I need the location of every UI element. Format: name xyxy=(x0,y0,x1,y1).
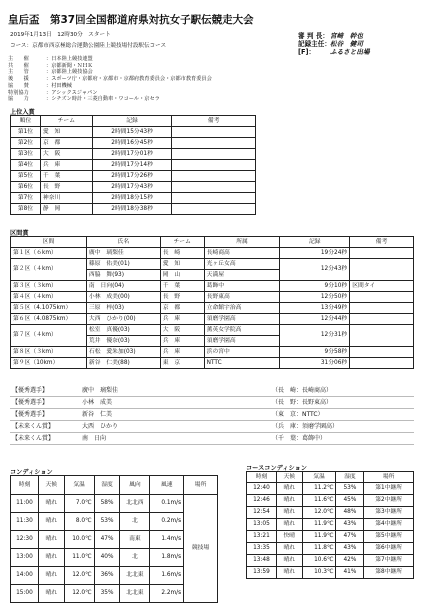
rank-cell: 第5位 xyxy=(11,171,41,182)
course-condition-cell: 11.8℃ xyxy=(302,543,336,555)
team-cell: 京 都 xyxy=(40,138,92,149)
award-name: 廣中 璃梨佳 xyxy=(80,385,270,397)
course-condition-cell: 11.9℃ xyxy=(302,531,336,543)
name-cell: 荒井 優奈(03) xyxy=(86,336,160,347)
course-condition-cell: 43% xyxy=(336,519,364,531)
course-condition-row xyxy=(247,483,414,495)
course-condition-cell: 12:46 xyxy=(247,495,277,507)
record-cell: 12分43秒 xyxy=(280,259,350,281)
course-condition-cell: 13:35 xyxy=(247,543,277,555)
award-row xyxy=(10,421,414,433)
condition-cell: 13:00 xyxy=(11,549,39,567)
condition-cell: 晴れ xyxy=(38,531,64,549)
affiliation-cell: 光ヶ丘女高 xyxy=(204,259,280,270)
award-detail: （長 野：長野東高） xyxy=(270,397,414,409)
course-condition-cell: 10.3℃ xyxy=(302,567,336,579)
note-cell xyxy=(350,314,414,325)
course-line: コース：京都市西京極総合運動公園陸上競技場付設駅伝コース xyxy=(10,43,167,49)
condition-cell: 12.0℃ xyxy=(64,585,94,603)
award-label: 【未来くん賞】 xyxy=(10,421,80,433)
course-condition-cell: 晴れ xyxy=(276,507,302,519)
course-condition-cell: 快晴 xyxy=(276,531,302,543)
name-cell: 松室 真優(03) xyxy=(86,325,160,336)
note-cell xyxy=(350,259,414,281)
condition-cell: 0.2m/s xyxy=(150,513,184,531)
course-condition-cell: 11.2℃ xyxy=(302,483,336,495)
course-condition-cell: 45% xyxy=(336,495,364,507)
course-condition-row xyxy=(247,531,414,543)
rank-cell: 第1位 xyxy=(11,127,41,138)
name-cell: 三原 梓(03) xyxy=(86,303,160,314)
section-row xyxy=(11,314,414,325)
section-row xyxy=(11,358,414,369)
note-cell xyxy=(350,347,414,358)
ranking-row xyxy=(11,127,256,138)
award-row xyxy=(10,409,414,421)
note-cell xyxy=(350,358,414,369)
note-cell xyxy=(172,138,256,149)
record-cell: 9分58秒 xyxy=(280,347,350,358)
course-condition-cell: 42% xyxy=(336,555,364,567)
section-row xyxy=(11,281,414,292)
condition-cell: 58% xyxy=(94,495,120,513)
section-cell: 第９区（10km） xyxy=(11,358,87,369)
team-cell: 兵 庫 xyxy=(40,160,92,171)
team-cell: 大 阪 xyxy=(160,325,204,336)
course-condition-cell: 12:54 xyxy=(247,507,277,519)
note-cell xyxy=(350,303,414,314)
course-condition-cell: 43% xyxy=(336,543,364,555)
record-cell: 2時間17分01秒 xyxy=(92,149,172,160)
official-row: 審 判 長：宮崎 幹也 xyxy=(298,32,363,40)
info-row: 共 催 ：京都新聞・ＮＨＫ xyxy=(8,62,93,69)
note-cell xyxy=(350,325,414,347)
record-cell: 2時間18分15秒 xyxy=(92,193,172,204)
condition-cell: 2.2m/s xyxy=(150,585,184,603)
course-condition-cell: 晴れ xyxy=(276,519,302,531)
ranking-row xyxy=(11,160,256,171)
condition-cell: 8.0℃ xyxy=(64,513,94,531)
course-condition-row xyxy=(247,555,414,567)
info-row: 主 催 ：日本陸上競技連盟 xyxy=(8,56,93,62)
award-name: 新谷 仁美 xyxy=(80,409,270,421)
condition-row xyxy=(11,495,218,513)
record-cell: 13分49秒 xyxy=(280,303,350,314)
team-cell: 静 岡 xyxy=(40,204,92,215)
note-cell xyxy=(350,248,414,259)
team-cell: 東 京 xyxy=(160,358,204,369)
condition-cell: 7.0℃ xyxy=(64,495,94,513)
ranking-row xyxy=(11,171,256,182)
award-name: 大西 ひかり xyxy=(80,421,270,433)
ranking-table xyxy=(10,115,256,215)
note-cell: 区間タイ xyxy=(350,281,414,292)
condition-header-row: 時刻 天候 気温 湿度 風向 風速 場所 xyxy=(11,476,218,495)
condition-cell: 北北東 xyxy=(120,567,150,585)
note-cell xyxy=(172,204,256,215)
section-cell: 第８区（３km） xyxy=(11,347,87,358)
affiliation-cell: 須磨学園高 xyxy=(204,336,280,347)
section-row xyxy=(11,347,414,358)
course-condition-cell: 第1中継所 xyxy=(364,483,414,495)
team-cell: 兵 庫 xyxy=(160,347,204,358)
section-row xyxy=(11,303,414,314)
team-cell: 長 崎 xyxy=(160,248,204,259)
course-condition-cell: 47% xyxy=(336,531,364,543)
record-cell: 2時間15分43秒 xyxy=(92,127,172,138)
section-cell: 第６区（4.0875km） xyxy=(11,314,87,325)
condition-cell: 晴れ xyxy=(38,585,64,603)
course-condition-row xyxy=(247,519,414,531)
sections-title: 区間賞 xyxy=(10,230,29,237)
course-condition-cell: 10.6℃ xyxy=(302,555,336,567)
team-cell: 岡 山 xyxy=(160,270,204,281)
official-row: [F]： ふるさと出場 xyxy=(298,48,370,56)
course-condition-table xyxy=(246,471,414,579)
course-condition-cell: 13:05 xyxy=(247,519,277,531)
course-condition-cell: 13:48 xyxy=(247,555,277,567)
condition-cell: 15:00 xyxy=(11,585,39,603)
course-condition-row xyxy=(247,543,414,555)
condition-cell: 47% xyxy=(94,531,120,549)
course-condition-cell: 13:21 xyxy=(247,531,277,543)
condition-cell: 36% xyxy=(94,567,120,585)
team-cell: 千 葉 xyxy=(40,171,92,182)
team-cell: 神奈川 xyxy=(40,193,92,204)
affiliation-cell: 天満屋 xyxy=(204,270,280,281)
team-cell: 長 野 xyxy=(160,292,204,303)
rank-cell: 第2位 xyxy=(11,138,41,149)
course-condition-row xyxy=(247,495,414,507)
record-cell: 19分24秒 xyxy=(280,248,350,259)
condition-cell: 晴れ xyxy=(38,495,64,513)
award-detail: （東 京：NTTC） xyxy=(270,409,414,421)
section-cell: 第５区（4.1075km） xyxy=(11,303,87,314)
course-condition-cell: 第7中継所 xyxy=(364,555,414,567)
course-condition-cell: 晴れ xyxy=(276,543,302,555)
award-row xyxy=(10,385,414,397)
record-cell: 12分50秒 xyxy=(280,292,350,303)
course-condition-row xyxy=(247,507,414,519)
condition-cell: 35% xyxy=(94,585,120,603)
record-cell: 2時間18分38秒 xyxy=(92,204,172,215)
date-line: 2019年1月13日 12時30分 スタート xyxy=(10,32,111,38)
course-condition-cell: 第6中継所 xyxy=(364,543,414,555)
course-condition-cell: 第2中継所 xyxy=(364,495,414,507)
info-row: 協 力 ：シチズン時計・三菱自動車・ワコール・京セラ xyxy=(8,96,160,103)
course-condition-cell: 11.6℃ xyxy=(302,495,336,507)
award-row xyxy=(10,397,414,409)
ranking-row xyxy=(11,193,256,204)
team-cell: 愛 知 xyxy=(160,259,204,270)
page-title: 皇后盃 第37回全国都道府県対抗女子駅伝競走大会 xyxy=(8,14,254,26)
record-cell: 12分44秒 xyxy=(280,314,350,325)
team-cell: 愛 知 xyxy=(40,127,92,138)
course-condition-cell: 12:40 xyxy=(247,483,277,495)
condition-cell: 晴れ xyxy=(38,567,64,585)
condition-cell: 南東 xyxy=(120,531,150,549)
sections-table xyxy=(10,236,414,369)
name-cell: 石松 愛朱加(03) xyxy=(86,347,160,358)
section-row xyxy=(11,325,414,336)
award-detail: （長 崎：長崎商高） xyxy=(270,385,414,397)
organizer-info xyxy=(8,56,212,103)
ranking-header-row: 順位 チーム 記録 備考 xyxy=(11,116,256,127)
course-condition-cell: 第4中継所 xyxy=(364,519,414,531)
condition-cell: 北 xyxy=(120,549,150,567)
team-cell: 大 阪 xyxy=(40,149,92,160)
rank-cell: 第6位 xyxy=(11,182,41,193)
rank-cell: 第3位 xyxy=(11,149,41,160)
awards-table xyxy=(10,385,414,445)
award-detail: （千 葉：葛飾中） xyxy=(270,433,414,445)
rank-cell: 第8位 xyxy=(11,204,41,215)
team-cell: 京 都 xyxy=(160,303,204,314)
rank-cell: 第4位 xyxy=(11,160,41,171)
course-condition-cell: 晴れ xyxy=(276,567,302,579)
affiliation-cell: 長崎商高 xyxy=(204,248,280,259)
condition-cell: 北北東 xyxy=(120,585,150,603)
condition-cell: 12.0℃ xyxy=(64,567,94,585)
course-condition-cell: 13:59 xyxy=(247,567,277,579)
name-cell: 南 日向(04) xyxy=(86,281,160,292)
note-cell xyxy=(172,127,256,138)
team-cell: 兵 庫 xyxy=(160,336,204,347)
course-condition-cell: 晴れ xyxy=(276,555,302,567)
condition-cell: 北北西 xyxy=(120,495,150,513)
name-cell: 西脇 舞(93) xyxy=(86,270,160,281)
note-cell xyxy=(172,149,256,160)
condition-cell: 晴れ xyxy=(38,549,64,567)
award-label: 【優秀選手】 xyxy=(10,385,80,397)
record-cell: 31分06秒 xyxy=(280,358,350,369)
award-row xyxy=(10,433,414,445)
condition-cell: 1.4m/s xyxy=(150,531,184,549)
award-name: 小林 成美 xyxy=(80,397,270,409)
name-cell: 篠原 佑美(01) xyxy=(86,259,160,270)
section-row xyxy=(11,259,414,270)
note-cell xyxy=(172,160,256,171)
info-row: 協 賛 ：村田機械 xyxy=(8,82,72,89)
condition-cell: 1.6m/s xyxy=(150,567,184,585)
course-condition-cell: 第5中継所 xyxy=(364,531,414,543)
affiliation-cell: 長野東高 xyxy=(204,292,280,303)
affiliation-cell: 薫英女学院高 xyxy=(204,325,280,336)
record-cell: 2時間17分14秒 xyxy=(92,160,172,171)
award-label: 【未来くん賞】 xyxy=(10,433,80,445)
course-condition-title: コースコンディション xyxy=(246,465,307,472)
condition-title: コンディション xyxy=(10,469,53,476)
award-label: 【優秀選手】 xyxy=(10,409,80,421)
section-cell: 第３区（３km） xyxy=(11,281,87,292)
section-cell: 第７区（４km） xyxy=(11,325,87,347)
name-cell: 廣中 璃梨佳 xyxy=(86,248,160,259)
team-cell: 千 葉 xyxy=(160,281,204,292)
affiliation-cell: 浜の宮中 xyxy=(204,347,280,358)
affiliation-cell: NTTC xyxy=(204,358,280,369)
course-condition-cell: 53% xyxy=(336,483,364,495)
condition-cell: 1.8m/s xyxy=(150,549,184,567)
award-detail: （兵 庫：須磨学園高） xyxy=(270,421,414,433)
award-name: 南 日向 xyxy=(80,433,270,445)
condition-cell: 11.0℃ xyxy=(64,549,94,567)
condition-cell: 北 xyxy=(120,513,150,531)
course-condition-cell: 41% xyxy=(336,567,364,579)
section-row xyxy=(11,248,414,259)
note-cell xyxy=(350,292,414,303)
name-cell: 大西 ひかり(00) xyxy=(86,314,160,325)
course-condition-cell: 晴れ xyxy=(276,483,302,495)
course-condition-header-row: 時刻 天候 気温 湿度 場所 xyxy=(247,472,414,483)
ranking-row xyxy=(11,204,256,215)
ranking-row xyxy=(11,149,256,160)
condition-cell: 14:00 xyxy=(11,567,39,585)
note-cell xyxy=(172,171,256,182)
info-row: 後 援 ：スポーツ庁・京都府・京都市・京都府教育委員会・京都市教育委員会 xyxy=(8,76,212,83)
section-cell: 第１区（６km） xyxy=(11,248,87,259)
affiliation-cell: 立命館宇治高 xyxy=(204,303,280,314)
info-row: 主 管 ：京都陸上競技協会 xyxy=(8,69,93,76)
affiliation-cell: 須磨学園高 xyxy=(204,314,280,325)
record-cell: 12分31秒 xyxy=(280,325,350,347)
section-row xyxy=(11,292,414,303)
sections-header-row: 区間 氏名 チーム 所属 記録 備考 xyxy=(11,237,414,248)
section-cell: 第４区（４km） xyxy=(11,292,87,303)
condition-cell: 40% xyxy=(94,549,120,567)
record-cell: 2時間17分43秒 xyxy=(92,182,172,193)
ranking-row xyxy=(11,182,256,193)
ranking-title: 上位入賞 xyxy=(10,109,35,116)
course-condition-cell: 晴れ xyxy=(276,495,302,507)
affiliation-cell: 葛飾中 xyxy=(204,281,280,292)
officials-block xyxy=(298,32,370,56)
record-cell: 9分10秒 xyxy=(280,281,350,292)
course-condition-row xyxy=(247,567,414,579)
official-row: 記録主任：松谷 健司 xyxy=(298,40,363,48)
condition-table xyxy=(10,475,218,603)
course-condition-cell: 第3中継所 xyxy=(364,507,414,519)
record-cell: 2時間17分26秒 xyxy=(92,171,172,182)
note-cell xyxy=(172,182,256,193)
condition-cell: 11:00 xyxy=(11,495,39,513)
condition-cell: 10.0℃ xyxy=(64,531,94,549)
name-cell: 新谷 仁美(88) xyxy=(86,358,160,369)
section-cell: 第２区（４km） xyxy=(11,259,87,281)
place-cell: 競技場 xyxy=(184,495,218,603)
condition-cell: 53% xyxy=(94,513,120,531)
team-cell: 長 野 xyxy=(40,182,92,193)
condition-cell: 12:30 xyxy=(11,531,39,549)
condition-cell: 0.1m/s xyxy=(150,495,184,513)
info-row: 特別協力 ：アシックスジャパン xyxy=(8,89,98,96)
name-cell: 小林 成美(00) xyxy=(86,292,160,303)
rank-cell: 第7位 xyxy=(11,193,41,204)
condition-cell: 晴れ xyxy=(38,513,64,531)
condition-cell: 11:30 xyxy=(11,513,39,531)
award-label: 【優秀選手】 xyxy=(10,397,80,409)
note-cell xyxy=(172,193,256,204)
course-condition-cell: 第8中継所 xyxy=(364,567,414,579)
record-cell: 2時間16分45秒 xyxy=(92,138,172,149)
course-condition-cell: 48% xyxy=(336,507,364,519)
ranking-row xyxy=(11,138,256,149)
course-condition-cell: 11.9℃ xyxy=(302,519,336,531)
course-condition-cell: 12.0℃ xyxy=(302,507,336,519)
team-cell: 兵 庫 xyxy=(160,314,204,325)
